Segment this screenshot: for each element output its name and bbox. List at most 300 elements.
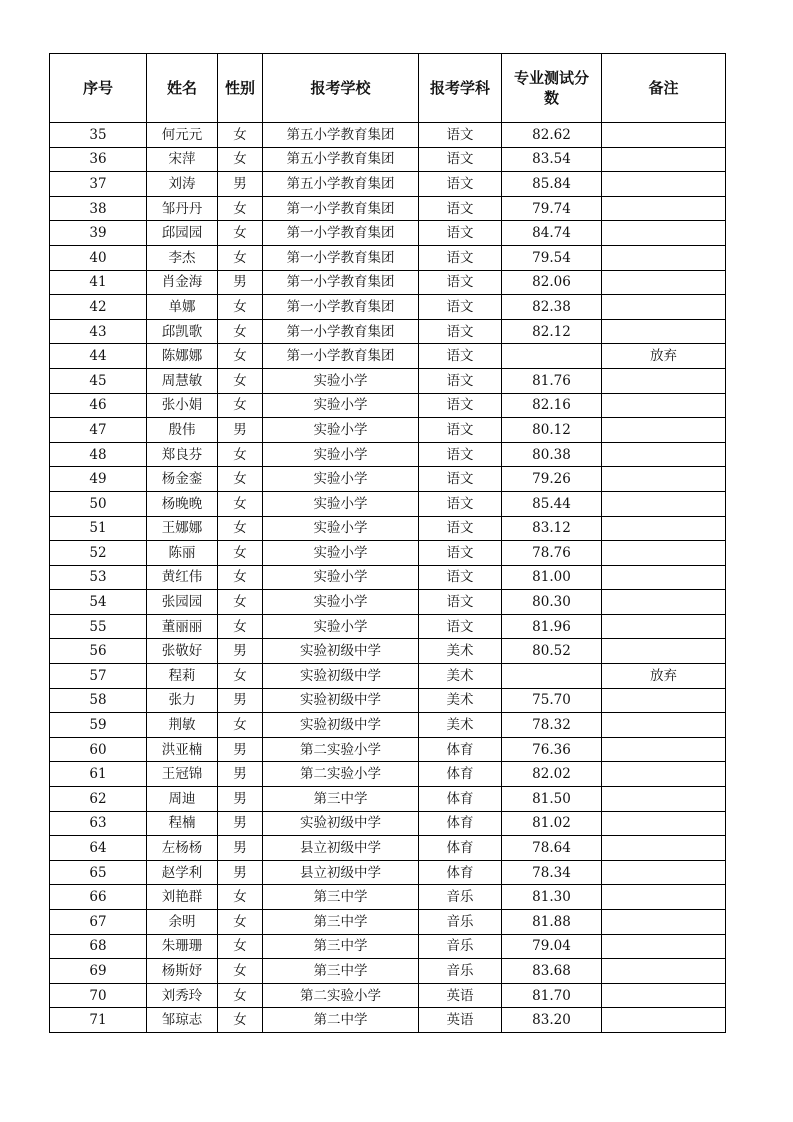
cell-school: 第一小学教育集团 [263, 270, 419, 295]
cell-subject: 语文 [419, 368, 502, 393]
cell-gender: 男 [218, 811, 263, 836]
table-row [50, 393, 726, 418]
table-row [50, 590, 726, 615]
cell-remarks [602, 270, 726, 295]
cell-subject: 语文 [419, 344, 502, 369]
cell-name: 董丽丽 [147, 614, 218, 639]
cell-score: 78.32 [502, 713, 602, 738]
table-row [50, 147, 726, 172]
cell-serial-number: 55 [50, 614, 147, 639]
cell-subject: 语文 [419, 516, 502, 541]
table-row [50, 983, 726, 1008]
cell-school: 第一小学教育集团 [263, 196, 419, 221]
cell-subject: 体育 [419, 787, 502, 812]
cell-serial-number: 69 [50, 959, 147, 984]
table-row [50, 713, 726, 738]
cell-score: 78.34 [502, 860, 602, 885]
cell-remarks [602, 639, 726, 664]
cell-serial-number: 51 [50, 516, 147, 541]
cell-score: 83.68 [502, 959, 602, 984]
cell-subject: 语文 [419, 196, 502, 221]
cell-name: 陈娜娜 [147, 344, 218, 369]
cell-score: 75.70 [502, 688, 602, 713]
cell-remarks [602, 787, 726, 812]
cell-school: 第五小学教育集团 [263, 172, 419, 197]
cell-serial-number: 39 [50, 221, 147, 246]
table-row [50, 1008, 726, 1033]
cell-gender: 男 [218, 172, 263, 197]
cell-remarks [602, 442, 726, 467]
cell-remarks [602, 885, 726, 910]
cell-subject: 语文 [419, 147, 502, 172]
cell-subject: 美术 [419, 713, 502, 738]
table-row [50, 836, 726, 861]
cell-serial-number: 46 [50, 393, 147, 418]
cell-subject: 英语 [419, 1008, 502, 1033]
cell-serial-number: 54 [50, 590, 147, 615]
cell-remarks [602, 811, 726, 836]
cell-gender: 女 [218, 393, 263, 418]
cell-name: 朱珊珊 [147, 934, 218, 959]
cell-score: 81.88 [502, 910, 602, 935]
cell-school: 第二实验小学 [263, 983, 419, 1008]
cell-remarks [602, 762, 726, 787]
cell-subject: 语文 [419, 467, 502, 492]
table-row [50, 344, 726, 369]
cell-gender: 女 [218, 516, 263, 541]
cell-gender: 男 [218, 418, 263, 443]
cell-score: 79.74 [502, 196, 602, 221]
cell-subject: 美术 [419, 664, 502, 689]
cell-gender: 女 [218, 934, 263, 959]
cell-school: 实验小学 [263, 614, 419, 639]
table-row [50, 860, 726, 885]
cell-gender: 女 [218, 368, 263, 393]
cell-remarks [602, 319, 726, 344]
cell-remarks [602, 295, 726, 320]
cell-gender: 女 [218, 221, 263, 246]
cell-score: 82.12 [502, 319, 602, 344]
cell-subject: 体育 [419, 836, 502, 861]
cell-gender: 男 [218, 639, 263, 664]
cell-remarks [602, 196, 726, 221]
cell-remarks [602, 393, 726, 418]
cell-score: 82.16 [502, 393, 602, 418]
cell-score: 82.06 [502, 270, 602, 295]
cell-serial-number: 60 [50, 737, 147, 762]
cell-subject: 语文 [419, 614, 502, 639]
cell-name: 刘秀玲 [147, 983, 218, 1008]
cell-serial-number: 65 [50, 860, 147, 885]
cell-score: 76.36 [502, 737, 602, 762]
cell-subject: 语文 [419, 270, 502, 295]
cell-score: 80.52 [502, 639, 602, 664]
cell-school: 实验小学 [263, 516, 419, 541]
cell-subject: 语文 [419, 541, 502, 566]
cell-name: 程莉 [147, 664, 218, 689]
cell-remarks [602, 565, 726, 590]
cell-school: 第一小学教育集团 [263, 245, 419, 270]
header-score: 专业测试分数 [502, 54, 602, 123]
cell-school: 第一小学教育集团 [263, 221, 419, 246]
table-row [50, 172, 726, 197]
cell-remarks [602, 614, 726, 639]
cell-gender: 女 [218, 442, 263, 467]
cell-school: 县立初级中学 [263, 860, 419, 885]
cell-score: 81.96 [502, 614, 602, 639]
cell-school: 第三中学 [263, 787, 419, 812]
cell-name: 邱园园 [147, 221, 218, 246]
cell-gender: 女 [218, 565, 263, 590]
cell-score: 81.30 [502, 885, 602, 910]
cell-remarks [602, 368, 726, 393]
cell-gender: 女 [218, 491, 263, 516]
cell-serial-number: 40 [50, 245, 147, 270]
header-serial-number: 序号 [50, 54, 147, 123]
cell-remarks [602, 123, 726, 148]
cell-serial-number: 42 [50, 295, 147, 320]
cell-serial-number: 50 [50, 491, 147, 516]
cell-subject: 美术 [419, 688, 502, 713]
cell-school: 实验小学 [263, 442, 419, 467]
cell-gender: 女 [218, 713, 263, 738]
cell-name: 张力 [147, 688, 218, 713]
cell-remarks [602, 688, 726, 713]
header-remarks: 备注 [602, 54, 726, 123]
cell-gender: 男 [218, 860, 263, 885]
table-row [50, 885, 726, 910]
cell-name: 邹琼志 [147, 1008, 218, 1033]
table-row [50, 123, 726, 148]
cell-score: 80.12 [502, 418, 602, 443]
table-row [50, 245, 726, 270]
table-row [50, 491, 726, 516]
cell-school: 第三中学 [263, 885, 419, 910]
cell-subject: 体育 [419, 811, 502, 836]
cell-serial-number: 35 [50, 123, 147, 148]
table-row [50, 418, 726, 443]
cell-remarks [602, 245, 726, 270]
cell-gender: 男 [218, 737, 263, 762]
cell-serial-number: 61 [50, 762, 147, 787]
cell-score [502, 664, 602, 689]
cell-subject: 音乐 [419, 959, 502, 984]
cell-name: 邹丹丹 [147, 196, 218, 221]
table-row [50, 639, 726, 664]
cell-subject: 体育 [419, 860, 502, 885]
cell-gender: 女 [218, 245, 263, 270]
cell-school: 实验小学 [263, 565, 419, 590]
table-row [50, 664, 726, 689]
table-body [50, 123, 726, 1033]
cell-gender: 男 [218, 688, 263, 713]
cell-subject: 语文 [419, 295, 502, 320]
cell-gender: 男 [218, 836, 263, 861]
cell-serial-number: 67 [50, 910, 147, 935]
cell-name: 宋萍 [147, 147, 218, 172]
table-row [50, 737, 726, 762]
cell-school: 第三中学 [263, 934, 419, 959]
cell-name: 陈丽 [147, 541, 218, 566]
header-gender: 性别 [218, 54, 263, 123]
cell-gender: 男 [218, 270, 263, 295]
cell-subject: 语文 [419, 393, 502, 418]
cell-school: 第三中学 [263, 910, 419, 935]
cell-name: 邱凯歌 [147, 319, 218, 344]
cell-remarks [602, 713, 726, 738]
table-row [50, 811, 726, 836]
table-row [50, 541, 726, 566]
cell-remarks [602, 491, 726, 516]
cell-score: 84.74 [502, 221, 602, 246]
cell-school: 实验小学 [263, 393, 419, 418]
cell-score: 78.76 [502, 541, 602, 566]
cell-remarks [602, 910, 726, 935]
table-row [50, 221, 726, 246]
cell-subject: 英语 [419, 983, 502, 1008]
cell-school: 实验小学 [263, 418, 419, 443]
cell-remarks: 放弃 [602, 344, 726, 369]
cell-gender: 女 [218, 614, 263, 639]
cell-remarks [602, 983, 726, 1008]
cell-name: 程楠 [147, 811, 218, 836]
cell-gender: 女 [218, 196, 263, 221]
cell-school: 第一小学教育集团 [263, 319, 419, 344]
cell-subject: 语文 [419, 123, 502, 148]
table-row [50, 910, 726, 935]
table-row [50, 270, 726, 295]
cell-score: 85.44 [502, 491, 602, 516]
cell-serial-number: 59 [50, 713, 147, 738]
cell-school: 实验小学 [263, 467, 419, 492]
cell-name: 刘涛 [147, 172, 218, 197]
cell-score: 81.02 [502, 811, 602, 836]
cell-gender: 女 [218, 467, 263, 492]
cell-subject: 语文 [419, 245, 502, 270]
cell-serial-number: 57 [50, 664, 147, 689]
cell-name: 黄红伟 [147, 565, 218, 590]
cell-remarks [602, 737, 726, 762]
cell-remarks [602, 172, 726, 197]
cell-school: 实验小学 [263, 368, 419, 393]
cell-name: 王娜娜 [147, 516, 218, 541]
cell-score: 81.00 [502, 565, 602, 590]
cell-subject: 语文 [419, 442, 502, 467]
cell-serial-number: 49 [50, 467, 147, 492]
table-row [50, 959, 726, 984]
cell-remarks [602, 590, 726, 615]
cell-name: 周迪 [147, 787, 218, 812]
cell-name: 张园园 [147, 590, 218, 615]
cell-name: 杨斯妤 [147, 959, 218, 984]
cell-score [502, 344, 602, 369]
cell-score: 80.30 [502, 590, 602, 615]
cell-subject: 语文 [419, 418, 502, 443]
cell-gender: 女 [218, 295, 263, 320]
cell-score: 81.76 [502, 368, 602, 393]
header-name: 姓名 [147, 54, 218, 123]
cell-school: 第五小学教育集团 [263, 147, 419, 172]
table-row [50, 442, 726, 467]
cell-serial-number: 44 [50, 344, 147, 369]
cell-serial-number: 52 [50, 541, 147, 566]
cell-school: 实验小学 [263, 491, 419, 516]
cell-name: 余明 [147, 910, 218, 935]
cell-serial-number: 45 [50, 368, 147, 393]
cell-remarks [602, 147, 726, 172]
cell-name: 肖金海 [147, 270, 218, 295]
table-row [50, 196, 726, 221]
cell-serial-number: 53 [50, 565, 147, 590]
cell-name: 左杨杨 [147, 836, 218, 861]
cell-serial-number: 37 [50, 172, 147, 197]
table-row [50, 295, 726, 320]
cell-gender: 女 [218, 910, 263, 935]
cell-school: 实验初级中学 [263, 664, 419, 689]
cell-school: 第三中学 [263, 959, 419, 984]
cell-score: 80.38 [502, 442, 602, 467]
cell-remarks: 放弃 [602, 664, 726, 689]
header-school: 报考学校 [263, 54, 419, 123]
cell-gender: 女 [218, 123, 263, 148]
table-row [50, 688, 726, 713]
cell-remarks [602, 418, 726, 443]
table-row [50, 787, 726, 812]
cell-serial-number: 41 [50, 270, 147, 295]
cell-name: 张敬好 [147, 639, 218, 664]
cell-remarks [602, 516, 726, 541]
cell-subject: 语文 [419, 319, 502, 344]
cell-school: 实验小学 [263, 590, 419, 615]
cell-serial-number: 48 [50, 442, 147, 467]
cell-score: 79.26 [502, 467, 602, 492]
cell-remarks [602, 959, 726, 984]
cell-school: 实验小学 [263, 541, 419, 566]
table-row [50, 565, 726, 590]
cell-name: 何元元 [147, 123, 218, 148]
cell-subject: 体育 [419, 737, 502, 762]
cell-name: 郑良芬 [147, 442, 218, 467]
cell-score: 79.04 [502, 934, 602, 959]
cell-score: 82.38 [502, 295, 602, 320]
cell-serial-number: 47 [50, 418, 147, 443]
cell-subject: 音乐 [419, 885, 502, 910]
cell-subject: 语文 [419, 590, 502, 615]
cell-serial-number: 68 [50, 934, 147, 959]
cell-school: 第一小学教育集团 [263, 344, 419, 369]
cell-name: 王冠锦 [147, 762, 218, 787]
cell-score: 83.12 [502, 516, 602, 541]
cell-score: 79.54 [502, 245, 602, 270]
cell-name: 李杰 [147, 245, 218, 270]
cell-gender: 女 [218, 590, 263, 615]
cell-remarks [602, 860, 726, 885]
cell-school: 第二实验小学 [263, 737, 419, 762]
cell-gender: 女 [218, 1008, 263, 1033]
cell-subject: 音乐 [419, 910, 502, 935]
cell-name: 杨晚晚 [147, 491, 218, 516]
cell-remarks [602, 836, 726, 861]
cell-name: 杨金銮 [147, 467, 218, 492]
cell-name: 殷伟 [147, 418, 218, 443]
cell-gender: 女 [218, 959, 263, 984]
cell-gender: 女 [218, 885, 263, 910]
cell-subject: 音乐 [419, 934, 502, 959]
cell-serial-number: 63 [50, 811, 147, 836]
cell-score: 81.70 [502, 983, 602, 1008]
cell-school: 第二实验小学 [263, 762, 419, 787]
cell-remarks [602, 934, 726, 959]
cell-score: 82.02 [502, 762, 602, 787]
cell-score: 82.62 [502, 123, 602, 148]
cell-gender: 女 [218, 319, 263, 344]
cell-name: 刘艳群 [147, 885, 218, 910]
score-table [49, 53, 726, 1033]
cell-gender: 女 [218, 541, 263, 566]
cell-subject: 语文 [419, 491, 502, 516]
cell-remarks [602, 467, 726, 492]
cell-gender: 男 [218, 762, 263, 787]
cell-serial-number: 58 [50, 688, 147, 713]
cell-school: 县立初级中学 [263, 836, 419, 861]
cell-subject: 体育 [419, 762, 502, 787]
cell-gender: 女 [218, 664, 263, 689]
cell-name: 洪亚楠 [147, 737, 218, 762]
cell-school: 第五小学教育集团 [263, 123, 419, 148]
header-row [50, 54, 726, 123]
cell-score: 78.64 [502, 836, 602, 861]
cell-subject: 语文 [419, 221, 502, 246]
table-row [50, 934, 726, 959]
cell-remarks [602, 541, 726, 566]
cell-subject: 语文 [419, 172, 502, 197]
cell-name: 荆敏 [147, 713, 218, 738]
cell-remarks [602, 221, 726, 246]
cell-subject: 美术 [419, 639, 502, 664]
cell-serial-number: 43 [50, 319, 147, 344]
table-row [50, 516, 726, 541]
cell-serial-number: 71 [50, 1008, 147, 1033]
cell-serial-number: 64 [50, 836, 147, 861]
cell-score: 83.54 [502, 147, 602, 172]
cell-serial-number: 66 [50, 885, 147, 910]
cell-name: 周慧敏 [147, 368, 218, 393]
cell-gender: 女 [218, 344, 263, 369]
table-row [50, 368, 726, 393]
cell-gender: 男 [218, 787, 263, 812]
table-row [50, 762, 726, 787]
cell-remarks [602, 1008, 726, 1033]
table-header [50, 54, 726, 123]
cell-score: 83.20 [502, 1008, 602, 1033]
cell-school: 实验初级中学 [263, 688, 419, 713]
cell-gender: 女 [218, 983, 263, 1008]
cell-score: 81.50 [502, 787, 602, 812]
cell-name: 张小娟 [147, 393, 218, 418]
cell-school: 第二中学 [263, 1008, 419, 1033]
cell-serial-number: 56 [50, 639, 147, 664]
cell-school: 实验初级中学 [263, 811, 419, 836]
cell-school: 实验初级中学 [263, 713, 419, 738]
table-row [50, 319, 726, 344]
cell-score: 85.84 [502, 172, 602, 197]
cell-serial-number: 70 [50, 983, 147, 1008]
cell-school: 实验初级中学 [263, 639, 419, 664]
header-subject: 报考学科 [419, 54, 502, 123]
table-row [50, 467, 726, 492]
table-row [50, 614, 726, 639]
cell-subject: 语文 [419, 565, 502, 590]
